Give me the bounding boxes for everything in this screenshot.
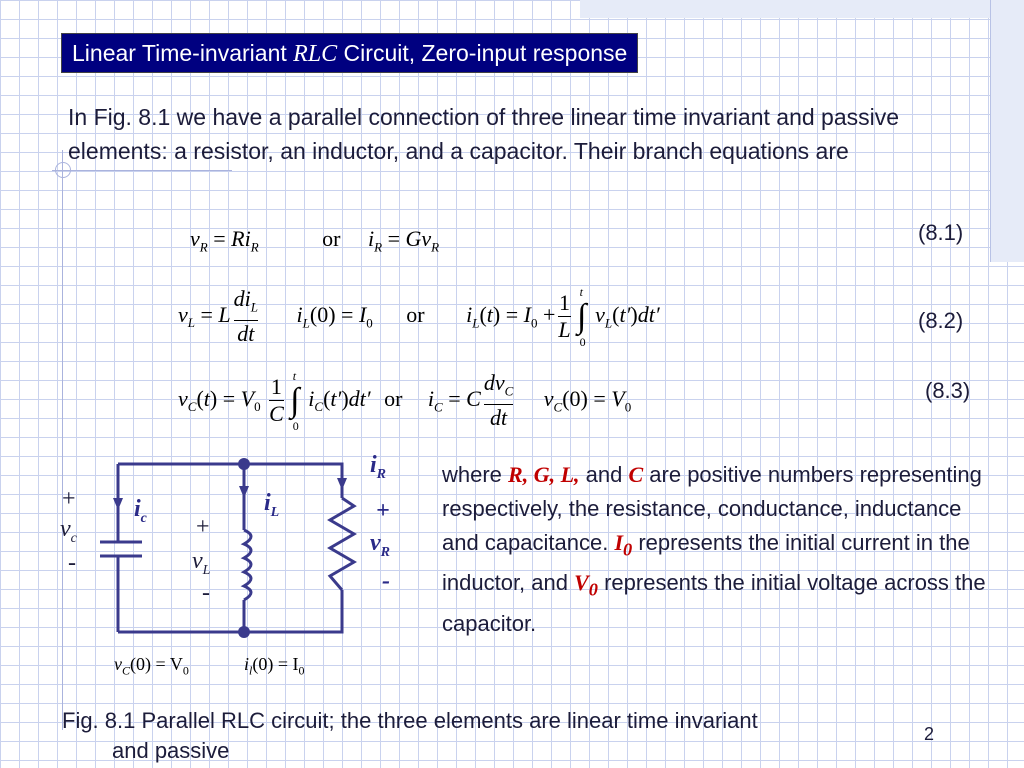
equation-8-1: $v_R = Ri_R$ or $i_R = Gv_R$ — [190, 226, 440, 255]
ir-label — [370, 452, 386, 483]
vc-minus-sign: - — [68, 550, 76, 576]
title-part1: Linear Time-invariant — [72, 40, 294, 66]
ic-il0-i: i — [244, 654, 250, 674]
desc-i0-sub: 0 — [623, 539, 633, 560]
vl-text: v — [192, 548, 203, 574]
desc-rgl: R, G, L, — [508, 462, 580, 487]
vl-minus-sign: - — [202, 580, 210, 606]
vr-sub: R — [380, 544, 390, 560]
desc-rest3: represents the initial voltage across the capacitor. — [442, 570, 986, 636]
desc-and: and — [579, 462, 629, 487]
equation-number-8-3: (8.3) — [925, 378, 971, 403]
vc-text: v — [60, 516, 71, 542]
desc-v0-letter: V — [574, 570, 589, 596]
or-label-3: or — [384, 385, 403, 411]
ic-il0-sub2: 0 — [298, 663, 305, 678]
desc-rest2: represents the initial current in the inductor, and — [442, 530, 970, 596]
decor-horizontal-line — [52, 170, 232, 171]
side-strip — [990, 0, 1024, 262]
ir-sub: R — [376, 466, 387, 482]
desc-v0 — [574, 570, 598, 600]
vc-label — [60, 516, 77, 547]
decor-vertical-line — [62, 150, 63, 730]
vl-label — [192, 548, 210, 579]
ic-label — [134, 496, 147, 527]
vc-plus-sign: + — [62, 486, 76, 512]
desc-v0-sub: 0 — [588, 579, 598, 600]
vr-plus-sign: + — [376, 498, 390, 524]
caption-line-2: and passive — [112, 738, 230, 763]
or-label-1: or — [322, 226, 341, 251]
il-sub: L — [270, 504, 280, 520]
figure-caption — [62, 706, 982, 766]
desc-where: where — [442, 462, 509, 487]
ic-il0-sub: l — [249, 663, 253, 678]
equation-8-2: $v_L = L$ $\frac{di_L}{dt}$ $i_L(0) = I_0$ or $i_L(t) = I_0$ + $\frac{1}{L}$ ∫ t 0 $v_L(t')dt'$ — [178, 284, 660, 349]
ic-vc0-sub2: 0 — [182, 663, 189, 678]
il-label — [264, 490, 279, 521]
ic-vc0-v: v — [114, 654, 122, 674]
or-label-2: or — [406, 301, 425, 327]
vr-minus-sign: - — [382, 568, 390, 594]
desc-i0-letter: I — [614, 530, 624, 555]
caption-line-1: Fig. 8.1 Parallel RLC circuit; the three elements are linear time invariant — [62, 708, 758, 733]
equation-number-8-1: (8.1) — [918, 220, 964, 245]
equation-8-3: $v_C(t) = V_0$ $\frac{1}{C}$ ∫ t 0 $i_C(t')dt'$ or $i_C = C$ $\frac{dv_C}{dt}$ $v_C(0) = V_0$ — [178, 368, 632, 433]
equation-number-8-2: (8.2) — [918, 308, 964, 333]
vc-sub: c — [70, 530, 77, 546]
header-strip — [580, 0, 1024, 18]
initial-condition-il — [244, 654, 305, 679]
ic-vc0-eq: (0) = V — [130, 654, 183, 674]
title-italic: RLC — [293, 41, 338, 67]
vr-label — [370, 530, 390, 561]
vl-sub: L — [202, 562, 211, 578]
ir-text: i — [370, 452, 377, 478]
description-paragraph — [442, 458, 1002, 641]
ic-text: i — [134, 496, 141, 522]
desc-i0 — [614, 530, 633, 560]
title-part2: Circuit, Zero-input response — [337, 40, 628, 66]
slide-title — [61, 33, 638, 73]
ic-il0-eq: (0) = I — [252, 654, 299, 674]
il-text: i — [264, 490, 271, 516]
desc-c: C — [628, 462, 644, 487]
desc-rest1: are positive numbers representing respectively, the resistance, conductance, inductance and capacitance. — [442, 462, 982, 555]
ic-vc0-sub: C — [122, 663, 131, 678]
vr-text: v — [370, 530, 381, 556]
page-number: 2 — [924, 724, 935, 744]
intro-paragraph: In Fig. 8.1 we have a parallel connection of three linear time invariant and passive elements: a resistor, an inductor, and a capacitor. Their branch equations are — [68, 104, 900, 164]
initial-condition-vc — [114, 654, 189, 679]
vl-plus-sign: + — [196, 514, 210, 540]
ic-sub: c — [140, 510, 147, 526]
